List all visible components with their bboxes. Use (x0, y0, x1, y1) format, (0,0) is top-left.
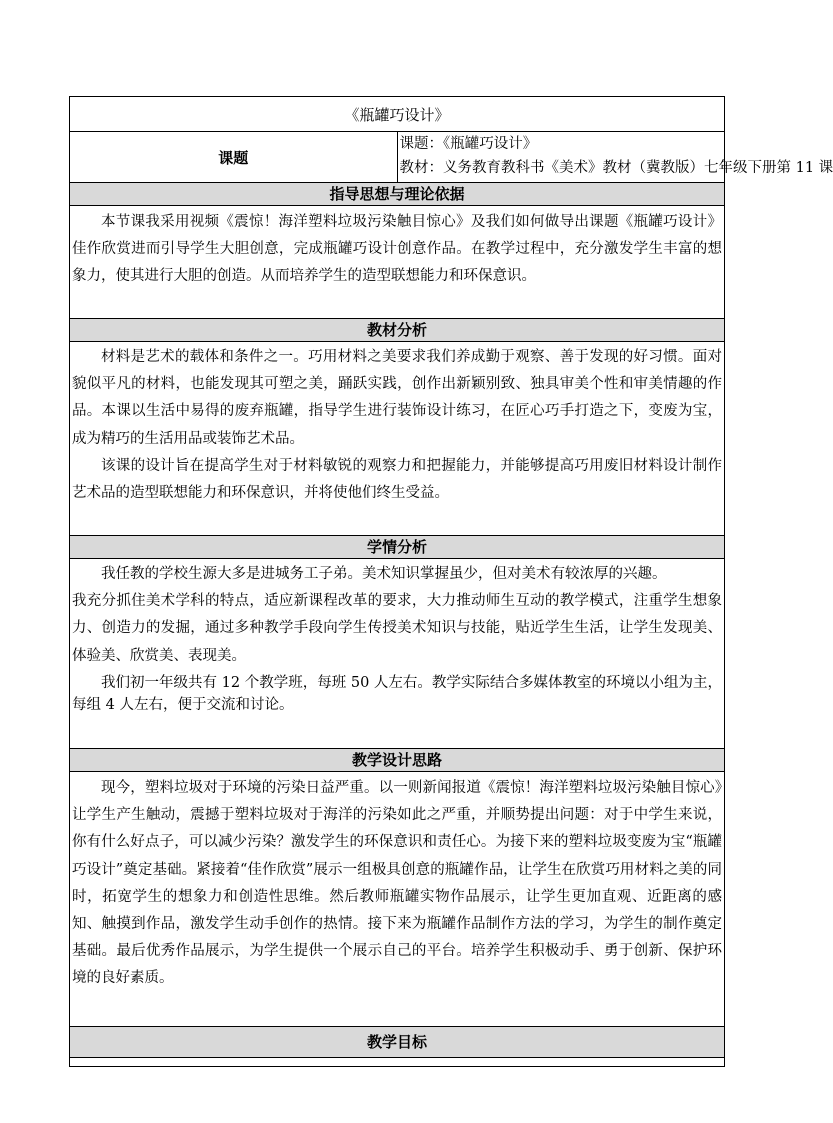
section-heading-design-approach: 教学设计思路 (70, 749, 725, 772)
paragraph: 现今，塑料垃圾对于环境的污染日益严重。以一则新闻报道《震惊！海洋塑料垃圾污染触目惊心》让学生产生触动，震撼于塑料垃圾对于海洋的污染如此之严重，并顺势提出问题：对于中学生来说，你有什么好点子，可以减少污染？激发学生的环保意识和责任心。为接下来的塑料垃圾变废为宝“瓶罐巧设计”奠定基础。紧接着“佳作欣赏”展示一组极具创意的瓶罐作品，让学生在欣赏巧用材料之美的同时，拓宽学生的想象力和创造性思维。然后教师瓶罐实物作品展示，让学生更加直观、近距离的感知、触摸到作品，激发学生动手创作的热情。接下来为瓶罐作品制作方法的学习，为学生的制作奠定基础。最后优秀作品展示，为学生提供一个展示自己的平台。培养学生积极动手、勇于创新、保护环境的良好素质。 (72, 780, 722, 987)
course-textbook: 教材：义务教育教科书《美术》教材（冀教版）七年级下册第 11 课 (399, 160, 833, 176)
paragraph: 我任教的学校生源大多是进城务工子弟。美术知识掌握虽少，但对美术有较浓厚的兴趣。 (101, 566, 667, 582)
paragraph: 我充分抓住美术学科的特点，适应新课程改革的要求，大力推动师生互动的教学模式，注重学生想象力、创造力的发掘，通过多种教学手段向学生传授美术知识与技能，贴近学生生活，让学生发现美、体验美、欣赏美、表现美。 (72, 593, 722, 664)
document-title: 《瓶罐巧设计》 (70, 97, 725, 132)
paragraph: 材料是艺术的载体和条件之一。巧用材料之美要求我们养成勤于观察、善于发现的好习惯。面对貌似平凡的材料，也能发现其可塑之美，踊跃实践，创作出新颖别致、独具审美个性和审美情趣的作品。本课以生活中易得的废弃瓶罐，指导学生进行装饰设计练习，在匠心巧手打造之下，变废为宝，成为精巧的生活用品或装饰艺术品。 (72, 349, 722, 447)
section-heading-textbook-analysis: 教材分析 (70, 319, 725, 342)
course-topic: 课题：《瓶罐巧设计》 (399, 136, 538, 152)
section-body-student-analysis (70, 559, 725, 749)
section-body-teaching-objectives (70, 1058, 725, 1067)
section-heading-guiding-thought: 指导思想与理论依据 (70, 183, 725, 206)
course-label: 课题 (70, 132, 398, 183)
paragraph: 该课的设计旨在提高学生对于材料敏锐的观察力和把握能力，并能够提高巧用废旧材料设计制作艺术品的造型联想能力和环保意识，并将使他们终生受益。 (72, 457, 722, 502)
section-body-textbook-analysis (70, 342, 725, 536)
section-body-guiding-thought (70, 206, 725, 319)
lesson-plan-document (69, 96, 833, 1067)
section-heading-teaching-objectives: 教学目标 (70, 1027, 725, 1058)
section-body-design-approach (70, 772, 725, 1027)
lesson-plan-table (69, 96, 833, 1067)
paragraph: 本节课我采用视频《震惊！海洋塑料垃圾污染触目惊心》及我们如何做导出课题《瓶罐巧设计》佳作欣赏进而引导学生大胆创意，完成瓶罐巧设计创意作品。在教学过程中，充分激发学生丰富的想象力，使其进行大胆的创造。从而培养学生的造型联想能力和环保意识。 (72, 214, 722, 285)
paragraph: 我们初一年级共有 12 个教学班，每班 50 人左右。教学实际结合多媒体教室的环境以小组为主，每组 4 人左右，便于交流和讨论。 (72, 674, 722, 713)
section-heading-student-analysis: 学情分析 (70, 536, 725, 559)
course-info (397, 132, 833, 183)
